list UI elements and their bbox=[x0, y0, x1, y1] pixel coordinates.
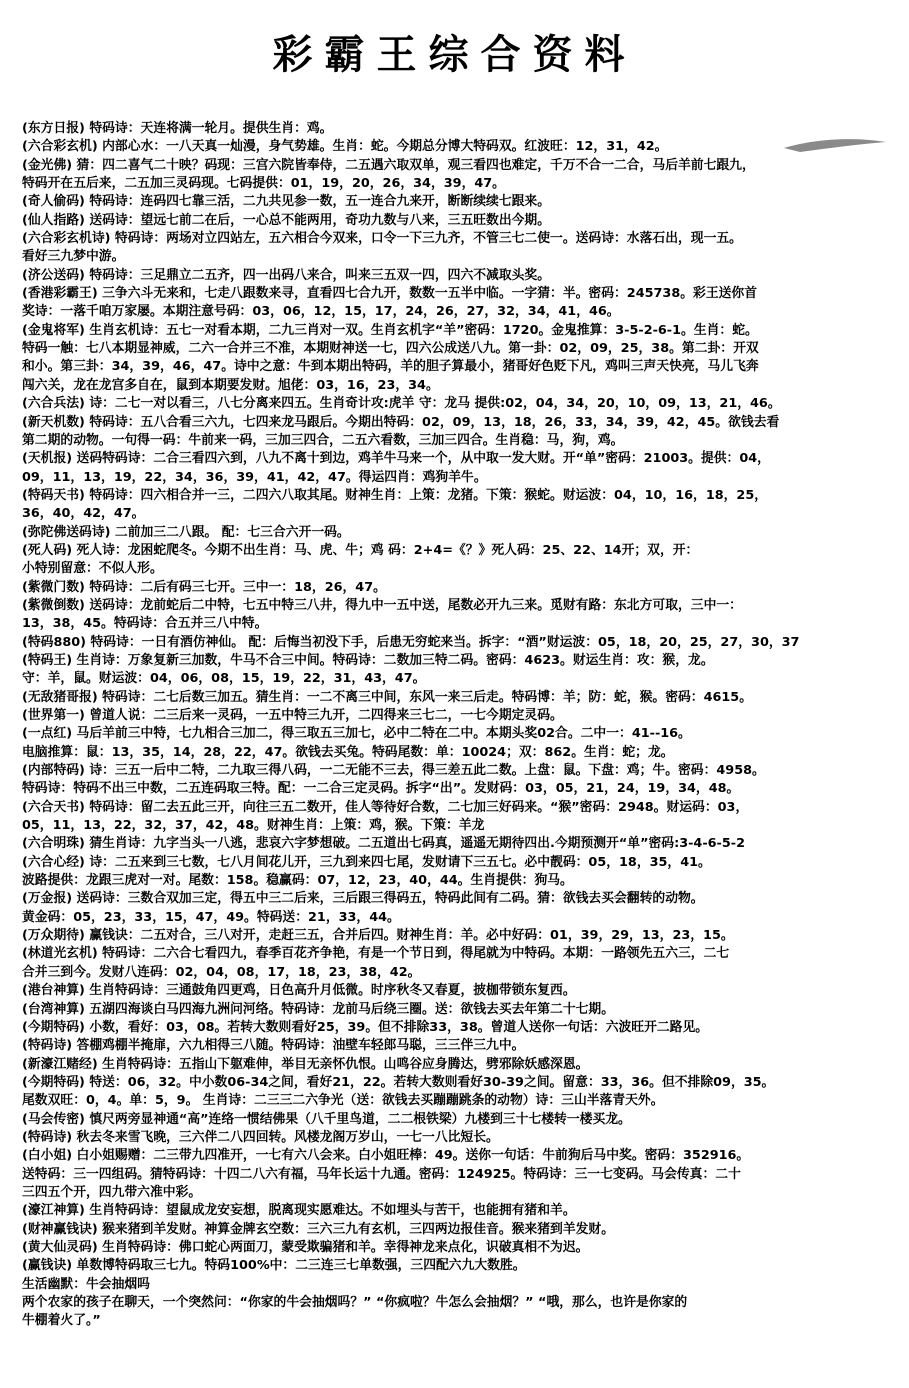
text-line: (一点红) 马后羊前三中特，七九相合三加二，得三取五三加七，必中二特在二中。本期头奖02合。二中一：41--16。 bbox=[22, 726, 691, 742]
text-line: (天机报) 送码特码诗：二合三看四六到，八九不离十到边，鸡羊牛马来一个，从中取一发大财。开“单”密码：21003。提供：04， bbox=[22, 451, 770, 467]
text-line: (赢钱诀) 单数博特码取三七九。特码100%中：二三连三七单数强，三四配六九大数胜。 bbox=[22, 1258, 526, 1274]
text-line: (世界第一) 曾道人说：二三后来一灵码，一五中特三九开，二四得来三七二，一七今期定灵码。 bbox=[22, 708, 563, 723]
text-line: (财神赢钱诀) 猴来猪到羊发财。神算金牌玄空数：三六三九有玄机，三四两边报佳音。猴来猪到羊发财。 bbox=[22, 1221, 615, 1237]
text-line: (六合明珠) 猜生肖诗：九字当头一八逃，悲哀六字梦想破。二五道出七码真，遥遥无期待四出.今期预测开“单”密码:3-4-6-5-2 bbox=[22, 836, 745, 852]
text-line: (六合天书) 特码诗：留二去五此三开，向往三五二数开，佳人等待好合数，二七加三好码来。“猴”密码：2948。财运码：03， bbox=[22, 799, 749, 815]
text-line: (特码880) 特码诗：一日有酒仿神仙。 配：后悔当初没下手，后患无穷蛇来当。拆字：“酒”财运波：05，18，20，25，27，30，37 bbox=[22, 634, 800, 650]
text-line bbox=[22, 1349, 898, 1367]
text-line: 13，38，45。特码诗：合五并三八中特。 bbox=[22, 616, 268, 632]
text-line: (六合兵法) 诗：二七一对以看三，八七分离来四五。生肖奇计攻:虎羊 守：龙马 提供:02，04，34，20，10，09，13，21，46。 bbox=[22, 396, 781, 412]
text-line: 36，40，42，47。 bbox=[22, 506, 145, 522]
text-line: 守：羊，鼠。财运波：04，06，08，15，19，22，31，43，47。 bbox=[22, 671, 426, 687]
text-line: 闯六关，龙在龙宫多自在，鼠到本期要发财。旭佬：03，16，23，34。 bbox=[22, 377, 439, 393]
humor-heading bbox=[22, 1367, 898, 1385]
text-line: 特码一触：七八本期显神威，二六一合并三不准，本期财神送一七，四六公成送八九。第一卦：02，09，25，38。第二卦：开双 bbox=[22, 341, 759, 357]
text-line bbox=[22, 1331, 898, 1349]
text-line: (林道光玄机) 特码诗：二六合七看四九，春季百花齐争艳，有是一个节日到，得尾就为中特码。本期：一路领先五六三，二七 bbox=[22, 946, 730, 962]
text-line: 看好三九梦中游。 bbox=[22, 249, 125, 265]
text-line: 生活幽默：牛会抽烟吗 bbox=[22, 1276, 150, 1292]
text-line: (濠江神算) 生肖特码诗：望鼠成龙安妄想，脱离现实愿难达。不如埋头与苦干，也能拥有猪和羊。 bbox=[22, 1203, 576, 1219]
text-line: (济公送码) 特码诗：三足鼎立二五齐，四一出码八来合，叫来三五双一四，四六不减取头奖。 bbox=[22, 267, 551, 283]
text-line: 奖诗：一落千咱万家屡。本期注意号码：03，06，12，15，17，24，26，27，32，34，41，46。 bbox=[22, 304, 620, 320]
text-line: 特码诗：特码不出三中数，二五连码取三特。配：一二合三定灵码。拆字“出”。发财码：03，05，21，24，19，34，48。 bbox=[22, 781, 740, 797]
page-title: 彩霸王综合资料 bbox=[272, 31, 637, 78]
text-line: (紫微倒数) 送码诗：龙前蛇后二中特，七五中特三八井，得九中一五中送，尾数必开九三来。觅财有路：东北方可取，三中一： bbox=[22, 597, 742, 613]
text-line: 合并三到今。发财八连码：02，04，08，17，18，23，38，42。 bbox=[22, 964, 421, 980]
text-line: 送特码：三一四组码。猜特码诗：十四二八六有福，马年长运十九通。密码：124925。特码诗：三一七变码。马会传真：二十 bbox=[22, 1166, 741, 1182]
text-line: (无敌猪哥报) 特码诗：二七后数三加五。猜生肖：一二不离三中间，东风一来三后走。特码博：羊；防：蛇，猴。密码：4615。 bbox=[22, 689, 753, 705]
text-line: 黄金码：05，23，33，15，47，49。特码送：21，33，44。 bbox=[22, 909, 400, 925]
text-line: (万金报) 送码诗：三数合双加三定，得五中三二后来，三后跟三得码五，特码此间有二码。猜：欲钱去买会翻转的动物。 bbox=[22, 891, 704, 907]
text-line: (金鬼将军) 生肖玄机诗：五七一对看本期，二九三肖对一双。生肖玄机字“羊”密码：1720。金鬼推算：3-5-2-6-1。生肖：蛇。 bbox=[22, 322, 758, 338]
text-line: 两个农家的孩子在聊天，一个突然问：“你家的牛会抽烟吗？” “你疯啦？牛怎么会抽烟？” “哦，那么，也许是你家的 bbox=[22, 1295, 688, 1310]
text-line: (今期特码) 小数，看好：03，08。若转大数则看好25，39。但不排除33，38。曾道人送你一句话：六波旺开二路见。 bbox=[22, 1019, 709, 1035]
text-line: (马会传密) 慎尺两旁显神通“高”连络一惯结佛果（八千里鸟道，二二根铁梁）九楼到三十七楼转一楼买龙。 bbox=[22, 1111, 631, 1127]
text-line: (弥陀佛送码诗) 二前加三二八跟。 配：七三合六开一码。 bbox=[22, 524, 350, 540]
text-line: 第二期的动物。一句得一码：牛前来一码，三加三四合，二五六看数，三加三四合。生肖稳：马，狗，鸡。 bbox=[22, 432, 624, 448]
text-line: (东方日报) 特码诗：天连将满一轮月。提供生肖：鸡。 bbox=[22, 121, 333, 136]
text-line: (仙人指路) 送码诗：望远七前二在后，一心总不能两用，奇功九数与八来，三五旺数出今期。 bbox=[22, 212, 551, 228]
text-line: (今期特码) 特送：06，32。中小数06-34之间，看好21，22。若转大数则看好30-39之间。留意：33，36。但不排除09，35。 bbox=[22, 1074, 775, 1090]
text-line: (六合彩玄机) 内部心水：一八天真一灿漫，身气势雄。生肖：蛇。今期总分博大特码双。红波旺：12，31，42。 bbox=[22, 139, 668, 155]
text-line: (死人码) 死人诗：龙困蛇爬冬。今期不出生肖：马、虎、牛；鸡 码：2+4=《？》死人码：25、22、14开；双，开： bbox=[22, 542, 699, 558]
text-line: 波路提供：龙跟三虎对一对。尾数：158。稳赢码：07，12，23，40，44。生肖提供：狗马。 bbox=[22, 873, 573, 889]
text-line: 尾数双旺：0，4。单：5，9。 生肖诗：二三三二六争光（送：欲钱去买蹦蹦跳条的动物）诗：三山半落青天外。 bbox=[22, 1093, 664, 1109]
text-line: 05，11，13，22，32，37，42，48。财神生肖：上策：鸡，猴。下策：羊龙 bbox=[22, 818, 485, 834]
text-line: (奇人偷码) 特码诗：连码四七靠三活，二九共见参一数，五一连合九来开，断断续续七跟来。 bbox=[22, 194, 551, 210]
text-line: (黄大仙灵码) 生肖特码诗：佛口蛇心两面刀，蒙受欺骗猪和羊。幸得神龙来点化，识破真相不为迟。 bbox=[22, 1239, 589, 1255]
text-line: (特码王) 生肖诗：万象复新三加数，牛马不合三中间。特码诗：二数加三特二码。密码：4623。财运生肖：攻：猴，龙。 bbox=[22, 652, 714, 668]
text-line: (紫微门数) 特码诗：二后有码三七开。三中一：18，26，47。 bbox=[22, 579, 386, 595]
text-line: 09，11，13，19，22，34，36，39，41，42，47。得运四肖：鸡狗羊牛。 bbox=[22, 469, 487, 485]
text-line: (特码诗) 答棚鸡棚半掩扉，六九相得三八随。特码诗：油壁车轻郎马聪，三三伴三九中。 bbox=[22, 1038, 525, 1054]
text-line: 小特别留意：不似人形。 bbox=[22, 561, 163, 577]
text-body bbox=[22, 120, 898, 1388]
text-line: (金光佛) 猜：四二喜气二十映？码现：三宫六院皆奉侍，二五遇六取双单，观三看四也难定，千万不合一二合，马后羊前七跟九， bbox=[22, 157, 755, 173]
text-line: (香港彩霸王) 三争六斗无来和，七走八跟数来寻，直看四七合九开，数数一五半中临。一字猜：半。密码：245738。彩王送你首 bbox=[22, 286, 758, 302]
text-line: 特码开在五后来，二五加三灵码现。七码提供：01，19，20，26，34，39，47。 bbox=[22, 176, 505, 192]
text-line: (万众期待) 赢钱诀：二五对合，三八对开，走赶三五，合并后四。财神生肖：羊。必中好码：01，39，29，13，23，15。 bbox=[22, 928, 734, 944]
text-line: (白小姐) 白小姐赐赠：二三带九四准开，一七有六八会来。白小姐旺棒：49。送你一句话：牛前狗后马中奖。密码：352916。 bbox=[22, 1148, 750, 1164]
text-line: (港台神算) 生肖特码诗：三通鼓角四更鸡，日色高升月低微。时序秋冬又春夏，披枷带锁东复西。 bbox=[22, 983, 576, 999]
text-line: (六合彩玄机诗) 特码诗：两场对立四站左，五六相合今双来，口令一下三九齐，不管三七二使一。送码诗：水落石出，现一五。 bbox=[22, 231, 742, 247]
text-line: (特码诗) 秋去冬来雪飞晚，三六伴二八四回转。风楼龙阁万岁山，一七一八比短长。 bbox=[22, 1129, 499, 1145]
text-line: (内部特码) 诗：三五一后中二特，二九取三得八码，一二无能不三去，得三差五此二数。上盘：鼠。下盘：鸡；牛。密码：4958。 bbox=[22, 763, 765, 779]
text-line: (新天机数) 特码诗：五八合看三六九，七四来龙马跟后。今期出特码：02，09，13，18，26，33，34，39，42，45。欲钱去看 bbox=[22, 414, 780, 430]
text-line: 三四五个开，四九带六准中彩。 bbox=[22, 1184, 202, 1200]
text-line: (台湾神算) 五湖四海谈白马四海九洲问河络。特码诗：龙前马后绕三圈。送：欲钱去买去年第二十七期。 bbox=[22, 1001, 615, 1017]
text-line: 牛棚着火了。” bbox=[22, 1313, 101, 1329]
text-line: (特码天书) 特码诗：四六相合并一三，二四六八取其尾。财神生肖：上策：龙猪。下策：猴蛇。财运波：04，10，16，18，25， bbox=[22, 487, 768, 503]
text-line: (六合心经) 诗：二五来到三七数，七八月间花儿开，三九到来四七尾，发财请下三五七。必中靓码：05，18，35，41。 bbox=[22, 854, 711, 870]
text-line: 电脑推算：鼠：13，35，14，28，22，47。欲钱去买兔。特码尾数：单：10024；双：862。生肖：蛇；龙。 bbox=[22, 744, 674, 760]
text-line: (新濠江赌经) 生肖特码诗：五指山下躯难伸，举目无亲怀仇恨。山鸣谷应身腾达，劈邪除妖感深恩。 bbox=[22, 1056, 589, 1072]
text-line: 和小。第三卦：34，39，46，47。诗中之意：牛到本期出特码，羊的胆子算最小，猪哥好色贬下凡，鸡叫三声天快亮，马儿飞奔 bbox=[22, 359, 759, 375]
